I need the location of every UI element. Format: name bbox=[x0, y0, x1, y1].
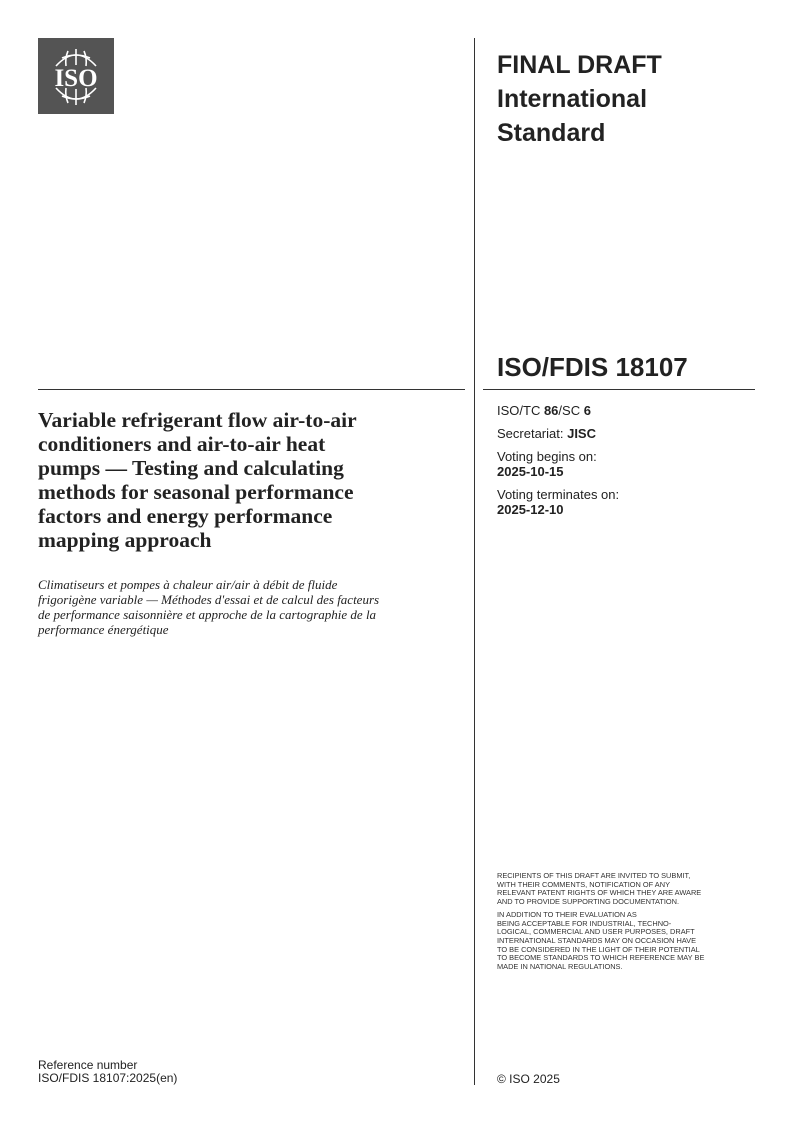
column-divider bbox=[474, 38, 475, 1085]
title-line: mapping approach bbox=[38, 528, 212, 552]
tc-number: 86 bbox=[543, 403, 559, 418]
secretariat bbox=[497, 426, 619, 441]
subtitle-line: Climatiseurs et pompes à chaleur air/air à débit de fluide bbox=[38, 577, 338, 592]
committee bbox=[497, 403, 619, 418]
notice-line: TO BECOME STANDARDS TO WHICH REFERENCE MAY BE bbox=[497, 953, 705, 963]
notice-line: INTERNATIONAL STANDARDS MAY ON OCCASION HAVE bbox=[497, 935, 697, 945]
left-rule bbox=[38, 389, 465, 390]
title-line: Variable refrigerant flow air-to-air bbox=[38, 408, 357, 432]
voting-begins-label: Voting begins on: bbox=[497, 449, 597, 464]
copyright: © ISO 2025 bbox=[497, 1072, 560, 1086]
right-rule bbox=[483, 389, 755, 390]
notice-line: RELEVANT PATENT RIGHTS OF WHICH THEY ARE AWARE bbox=[497, 888, 702, 898]
notice-paragraph-1 bbox=[497, 872, 767, 907]
document-metadata bbox=[497, 403, 619, 525]
title-line: methods for seasonal performance bbox=[38, 480, 354, 504]
title-line: pumps — Testing and calculating bbox=[38, 456, 344, 480]
title-line: factors and energy performance bbox=[38, 504, 333, 528]
subtitle-line: frigorigène variable — Méthodes d'essai et de calcul des facteurs bbox=[38, 592, 380, 607]
notice-paragraph-2 bbox=[497, 911, 767, 972]
stage-line: Standard bbox=[497, 119, 606, 147]
notice-line: IN ADDITION TO THEIR EVALUATION AS bbox=[497, 909, 637, 919]
subtitle-line: performance énergétique bbox=[38, 622, 169, 637]
stage-line: FINAL DRAFT bbox=[497, 51, 662, 79]
french-title bbox=[38, 577, 458, 637]
voting-begins bbox=[497, 449, 619, 479]
reference-number bbox=[38, 1059, 177, 1085]
reference-label: Reference number bbox=[38, 1058, 138, 1072]
document-title bbox=[38, 408, 458, 552]
voting-terminates-label: Voting terminates on: bbox=[497, 487, 620, 502]
stage-line: International bbox=[497, 85, 648, 113]
committee-prefix: ISO/TC bbox=[497, 403, 544, 418]
svg-text:ISO: ISO bbox=[54, 65, 98, 92]
notice-line: BEING ACCEPTABLE FOR INDUSTRIAL, TECHNO- bbox=[497, 918, 672, 928]
document-number: ISO/FDIS 18107 bbox=[497, 352, 688, 382]
voting-terminates bbox=[497, 487, 619, 517]
subtitle-line: de performance saisonnière et approche de la cartographie de la bbox=[38, 607, 377, 622]
notice-line: LOGICAL, COMMERCIAL AND USER PURPOSES, DRAFT bbox=[497, 927, 695, 937]
notice-line: TO BE CONSIDERED IN THE LIGHT OF THEIR POTENTIAL bbox=[497, 944, 700, 954]
reference-value: ISO/FDIS 18107:2025(en) bbox=[38, 1071, 178, 1085]
notice-line: RECIPIENTS OF THIS DRAFT ARE INVITED TO SUBMIT, bbox=[497, 871, 691, 880]
title-line: conditioners and air-to-air heat bbox=[38, 432, 326, 456]
sc-prefix: /SC bbox=[558, 403, 584, 418]
notice-line: WITH THEIR COMMENTS, NOTIFICATION OF ANY bbox=[497, 879, 670, 889]
iso-logo bbox=[38, 38, 114, 114]
sc-number: 6 bbox=[583, 403, 591, 418]
notice-line: AND TO PROVIDE SUPPORTING DOCUMENTATION. bbox=[497, 897, 680, 907]
notice-line: MADE IN NATIONAL REGULATIONS. bbox=[497, 962, 623, 972]
voting-begins-date: 2025-10-15 bbox=[497, 464, 564, 479]
globe-icon bbox=[38, 38, 114, 114]
secretariat-label: Secretariat: bbox=[497, 426, 568, 441]
secretariat-value: JISC bbox=[567, 426, 596, 441]
voting-terminates-date: 2025-12-10 bbox=[497, 502, 564, 517]
document-stage bbox=[497, 48, 662, 150]
draft-notice bbox=[497, 872, 767, 976]
